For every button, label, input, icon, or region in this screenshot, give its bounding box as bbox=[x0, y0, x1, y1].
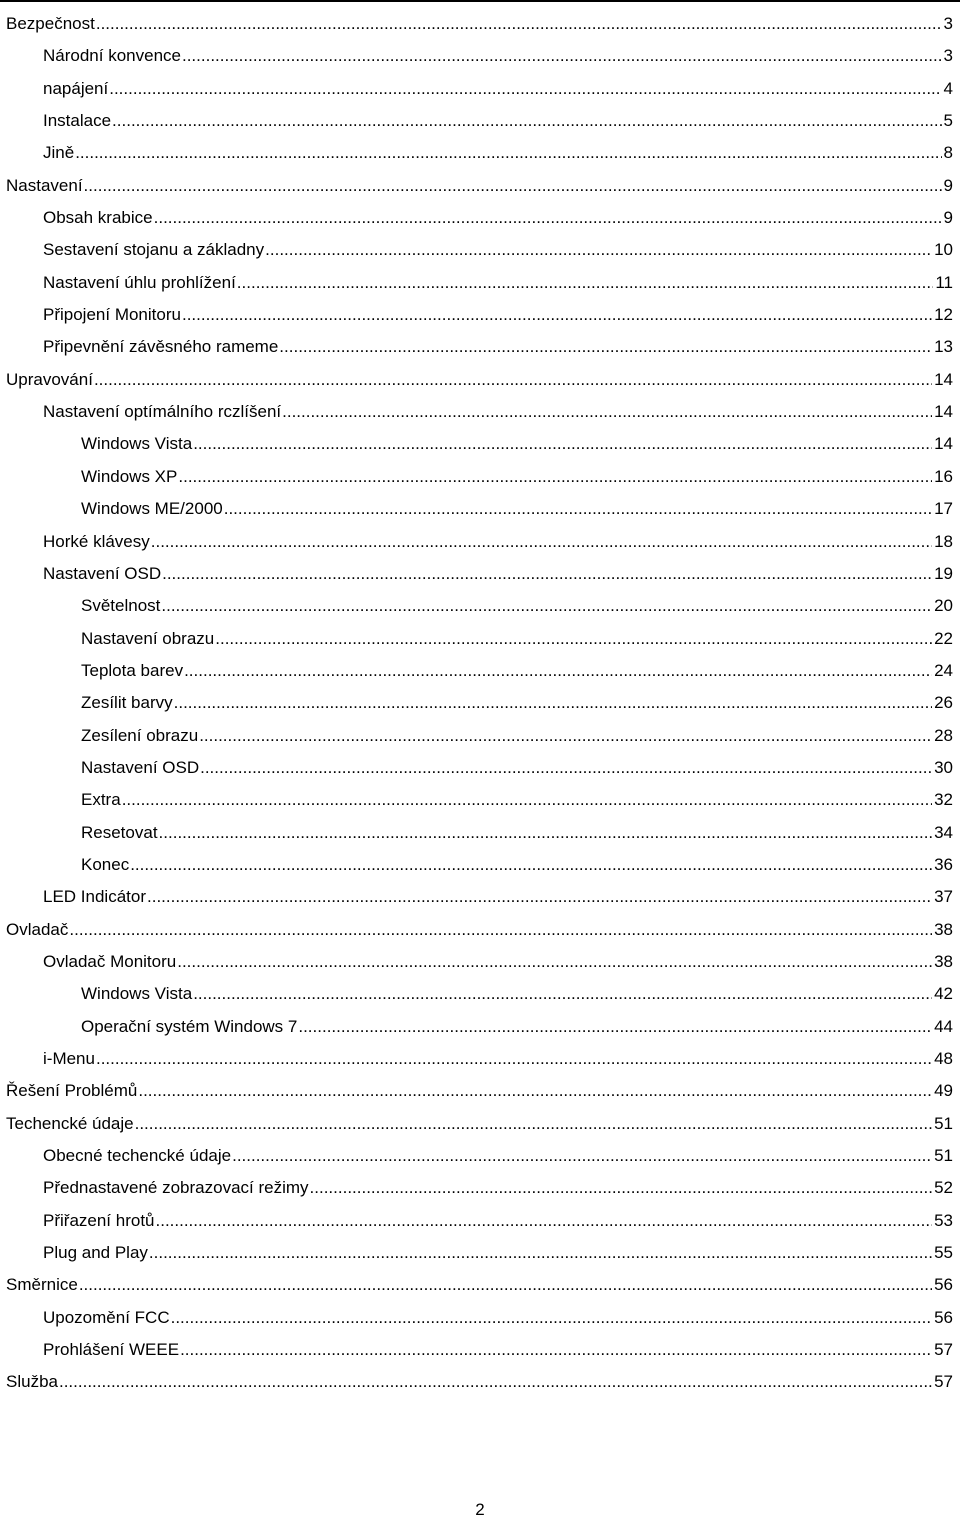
toc-entry-title: Nastavení optímálního rczlíšení bbox=[43, 402, 282, 422]
toc-dot-leader bbox=[69, 914, 932, 946]
toc-entry-page: 28 bbox=[934, 725, 953, 745]
toc-entry-page: 37 bbox=[934, 887, 953, 907]
toc-entry-title: Techencké údaje bbox=[6, 1113, 134, 1133]
toc-dot-leader bbox=[171, 1302, 932, 1334]
toc-dot-leader bbox=[96, 8, 942, 40]
toc-dot-leader bbox=[177, 946, 932, 978]
toc-entry[interactable] bbox=[6, 299, 953, 331]
toc-dot-leader bbox=[135, 1108, 932, 1140]
toc-entry[interactable] bbox=[6, 1237, 953, 1269]
toc-entry-title: Resetovat bbox=[81, 822, 158, 842]
toc-entry-title: Plug and Play bbox=[43, 1243, 148, 1263]
toc-entry-title: Národní konvence bbox=[43, 46, 181, 66]
toc-entry[interactable] bbox=[6, 8, 953, 40]
toc-dot-leader bbox=[200, 752, 932, 784]
toc-entry-page: 52 bbox=[934, 1178, 953, 1198]
toc-dot-leader bbox=[184, 655, 932, 687]
toc-dot-leader bbox=[193, 428, 932, 460]
toc-entry[interactable] bbox=[6, 234, 953, 266]
toc-dot-leader bbox=[182, 40, 942, 72]
toc-entry[interactable] bbox=[6, 1011, 953, 1043]
toc-dot-leader bbox=[94, 364, 932, 396]
toc-entry[interactable] bbox=[6, 1172, 953, 1204]
toc-entry-page: 30 bbox=[934, 757, 953, 777]
toc-entry-page: 38 bbox=[934, 919, 953, 939]
toc-entry[interactable] bbox=[6, 1205, 953, 1237]
toc-entry-title: Světelnost bbox=[81, 596, 161, 616]
toc-entry[interactable] bbox=[6, 752, 953, 784]
toc-entry[interactable] bbox=[6, 720, 953, 752]
toc-entry[interactable] bbox=[6, 881, 953, 913]
toc-entry-title: Windows Vista bbox=[81, 984, 193, 1004]
toc-dot-leader bbox=[151, 526, 932, 558]
toc-entry-title: Windows Vista bbox=[81, 434, 193, 454]
toc-entry[interactable] bbox=[6, 914, 953, 946]
toc-entry-title: LED Indicátor bbox=[43, 887, 146, 907]
toc-dot-leader bbox=[162, 558, 932, 590]
toc-entry[interactable] bbox=[6, 784, 953, 816]
toc-entry[interactable] bbox=[6, 1334, 953, 1366]
toc-dot-leader bbox=[112, 105, 941, 137]
toc-dot-leader bbox=[122, 784, 932, 816]
toc-entry-title: Bezpečnost bbox=[6, 14, 95, 33]
toc-entry-page: 22 bbox=[934, 628, 953, 648]
toc-entry-title: Jině bbox=[43, 143, 75, 163]
toc-entry[interactable] bbox=[6, 1075, 953, 1107]
toc-dot-leader bbox=[161, 590, 932, 622]
toc-entry-title: Nastavení OSD bbox=[43, 563, 162, 583]
toc-entry[interactable] bbox=[6, 1108, 953, 1140]
toc-entry-page: 55 bbox=[934, 1243, 953, 1263]
toc-entry-title: Zesílit barvy bbox=[81, 693, 173, 713]
toc-entry-page: 16 bbox=[934, 466, 953, 486]
toc-entry-title: Služba bbox=[6, 1372, 58, 1392]
toc-entry-page: 10 bbox=[934, 240, 953, 260]
toc-entry[interactable] bbox=[6, 1366, 953, 1398]
toc-entry[interactable] bbox=[6, 687, 953, 719]
toc-entry-page: 13 bbox=[934, 337, 953, 357]
toc-entry-title: Sestavení stojanu a základny bbox=[43, 240, 265, 260]
top-rule bbox=[0, 0, 960, 2]
toc-entry-page: 32 bbox=[934, 790, 953, 810]
toc-entry[interactable] bbox=[6, 590, 953, 622]
toc-entry-title: Upozomění FCC bbox=[43, 1307, 170, 1327]
toc-entry-title: Ovladač bbox=[6, 919, 69, 939]
toc-entry[interactable] bbox=[6, 849, 953, 881]
toc-entry[interactable] bbox=[6, 623, 953, 655]
toc-entry-title: Přiřazení hrotů bbox=[43, 1210, 155, 1230]
toc-dot-leader bbox=[215, 623, 932, 655]
toc-entry-page: 57 bbox=[934, 1340, 953, 1360]
toc-entry-title: Připevnění závěsného rameme bbox=[43, 337, 279, 357]
toc-entry-page: 14 bbox=[934, 369, 953, 389]
toc-entry-page: 49 bbox=[934, 1081, 953, 1101]
toc-entry-title: Windows ME/2000 bbox=[81, 499, 223, 519]
toc-dot-leader bbox=[96, 1043, 932, 1075]
toc-entry[interactable] bbox=[6, 396, 953, 428]
toc-entry[interactable] bbox=[6, 461, 953, 493]
toc-entry[interactable] bbox=[6, 526, 953, 558]
toc-dot-leader bbox=[159, 817, 933, 849]
toc-entry-title: Přednastavené zobrazovací režimy bbox=[43, 1178, 309, 1198]
toc-entry-title: Windows XP bbox=[81, 466, 178, 486]
toc-dot-leader bbox=[279, 331, 932, 363]
toc-entry-page: 17 bbox=[934, 499, 953, 519]
toc-entry-title: i-Menu bbox=[43, 1049, 95, 1068]
toc-dot-leader bbox=[232, 1140, 932, 1172]
toc-entry[interactable] bbox=[6, 202, 953, 234]
toc-dot-leader bbox=[298, 1011, 932, 1043]
toc-dot-leader bbox=[147, 881, 932, 913]
toc-entry-page: 26 bbox=[934, 693, 953, 713]
toc-entry-page: 24 bbox=[934, 660, 953, 680]
toc-entry-page: 20 bbox=[934, 596, 953, 616]
toc-entry-page: 57 bbox=[934, 1372, 953, 1392]
toc-dot-leader bbox=[265, 234, 932, 266]
toc-dot-leader bbox=[178, 461, 932, 493]
toc-entry[interactable] bbox=[6, 40, 953, 72]
toc-entry[interactable] bbox=[6, 170, 953, 202]
toc-entry-title: Prohlášení WEEE bbox=[43, 1340, 180, 1360]
toc-dot-leader bbox=[199, 720, 932, 752]
toc-entry-page: 53 bbox=[934, 1210, 953, 1230]
toc-entry-title: Nastavení bbox=[6, 175, 83, 195]
toc-entry-page: 56 bbox=[934, 1307, 953, 1327]
toc-entry-title: Konec bbox=[81, 854, 130, 874]
toc-entry-page: 3 bbox=[943, 46, 953, 66]
toc-entry[interactable] bbox=[6, 1043, 953, 1075]
toc-dot-leader bbox=[156, 1205, 933, 1237]
toc-entry-page: 14 bbox=[934, 402, 953, 422]
toc-entry-title: Ovladač Monitoru bbox=[43, 951, 177, 971]
toc-entry-page: 51 bbox=[934, 1113, 953, 1133]
toc-dot-leader bbox=[182, 299, 932, 331]
toc-entry-title: Nastavení úhlu prohlížení bbox=[43, 272, 236, 292]
toc-dot-leader bbox=[109, 73, 941, 105]
toc-entry-page: 42 bbox=[934, 984, 953, 1004]
toc-entry[interactable] bbox=[6, 946, 953, 978]
toc-entry-page: 19 bbox=[934, 563, 953, 583]
toc-dot-leader bbox=[79, 1269, 932, 1301]
toc-entry-page: 5 bbox=[943, 111, 953, 131]
toc-entry-page: 44 bbox=[934, 1016, 953, 1036]
toc-entry-title: Extra bbox=[81, 790, 121, 810]
toc-entry-page: 36 bbox=[934, 854, 953, 874]
toc-entry[interactable] bbox=[6, 558, 953, 590]
toc-entry-title: Nastavení OSD bbox=[81, 757, 200, 777]
toc-dot-leader bbox=[237, 267, 934, 299]
toc-entry-title: Teplota barev bbox=[81, 660, 184, 680]
toc-entry-page: 12 bbox=[934, 305, 953, 325]
toc-dot-leader bbox=[154, 202, 942, 234]
toc-entry-page: 9 bbox=[943, 175, 953, 195]
toc-entry-title: Zesílení obrazu bbox=[81, 725, 199, 745]
toc-dot-leader bbox=[75, 137, 941, 169]
toc-entry[interactable] bbox=[6, 978, 953, 1010]
toc-entry[interactable] bbox=[6, 428, 953, 460]
toc-entry-page: 9 bbox=[943, 208, 953, 228]
toc-entry-page: 51 bbox=[934, 1146, 953, 1166]
toc-dot-leader bbox=[174, 687, 932, 719]
toc-entry-title: Upravování bbox=[6, 369, 93, 389]
toc-entry-page: 8 bbox=[943, 143, 953, 163]
toc-entry-title: Instalace bbox=[43, 111, 112, 131]
toc-entry[interactable] bbox=[6, 1302, 953, 1334]
toc-entry-page: 34 bbox=[934, 822, 953, 842]
toc-entry-title: Obecné techencké údaje bbox=[43, 1146, 232, 1166]
toc-entry[interactable] bbox=[6, 364, 953, 396]
toc-dot-leader bbox=[59, 1366, 932, 1398]
toc-entry-page: 14 bbox=[934, 434, 953, 454]
toc-entry-title: Operační systém Windows 7 bbox=[81, 1016, 298, 1036]
toc-entry[interactable] bbox=[6, 493, 953, 525]
toc-dot-leader bbox=[180, 1334, 932, 1366]
toc-entry[interactable] bbox=[6, 73, 953, 105]
toc-entry-page: 38 bbox=[934, 951, 953, 971]
toc-dot-leader bbox=[84, 170, 942, 202]
toc-dot-leader bbox=[193, 978, 932, 1010]
toc-dot-leader bbox=[149, 1237, 932, 1269]
toc-entry-title: Směrnice bbox=[6, 1275, 78, 1295]
toc-entry-title: Řešení Problémů bbox=[6, 1081, 138, 1101]
toc-dot-leader bbox=[138, 1075, 932, 1107]
toc-entry-title: Horké klávesy bbox=[43, 531, 150, 551]
toc-entry[interactable] bbox=[6, 267, 953, 299]
toc-entry[interactable] bbox=[6, 331, 953, 363]
toc-entry[interactable] bbox=[6, 1269, 953, 1301]
page-number: 2 bbox=[475, 1500, 485, 1519]
toc-dot-leader bbox=[130, 849, 932, 881]
toc-entry[interactable] bbox=[6, 137, 953, 169]
toc-entry-page: 56 bbox=[934, 1275, 953, 1295]
table-of-contents bbox=[6, 8, 953, 1399]
toc-entry-title: Nastavení obrazu bbox=[81, 628, 215, 648]
toc-entry-page: 3 bbox=[943, 14, 953, 33]
toc-entry-title: Připojení Monitoru bbox=[43, 305, 181, 325]
toc-entry[interactable] bbox=[6, 817, 953, 849]
toc-entry[interactable] bbox=[6, 1140, 953, 1172]
toc-entry-page: 48 bbox=[934, 1049, 953, 1068]
toc-entry-title: napájení bbox=[43, 78, 109, 98]
toc-entry-page: 11 bbox=[935, 272, 953, 292]
toc-entry[interactable] bbox=[6, 655, 953, 687]
toc-entry-page: 18 bbox=[934, 531, 953, 551]
toc-dot-leader bbox=[282, 396, 932, 428]
toc-dot-leader bbox=[224, 493, 932, 525]
toc-entry-page: 4 bbox=[943, 78, 953, 98]
toc-entry-title: Obsah krabice bbox=[43, 208, 153, 228]
toc-entry[interactable] bbox=[6, 105, 953, 137]
toc-dot-leader bbox=[310, 1172, 933, 1204]
